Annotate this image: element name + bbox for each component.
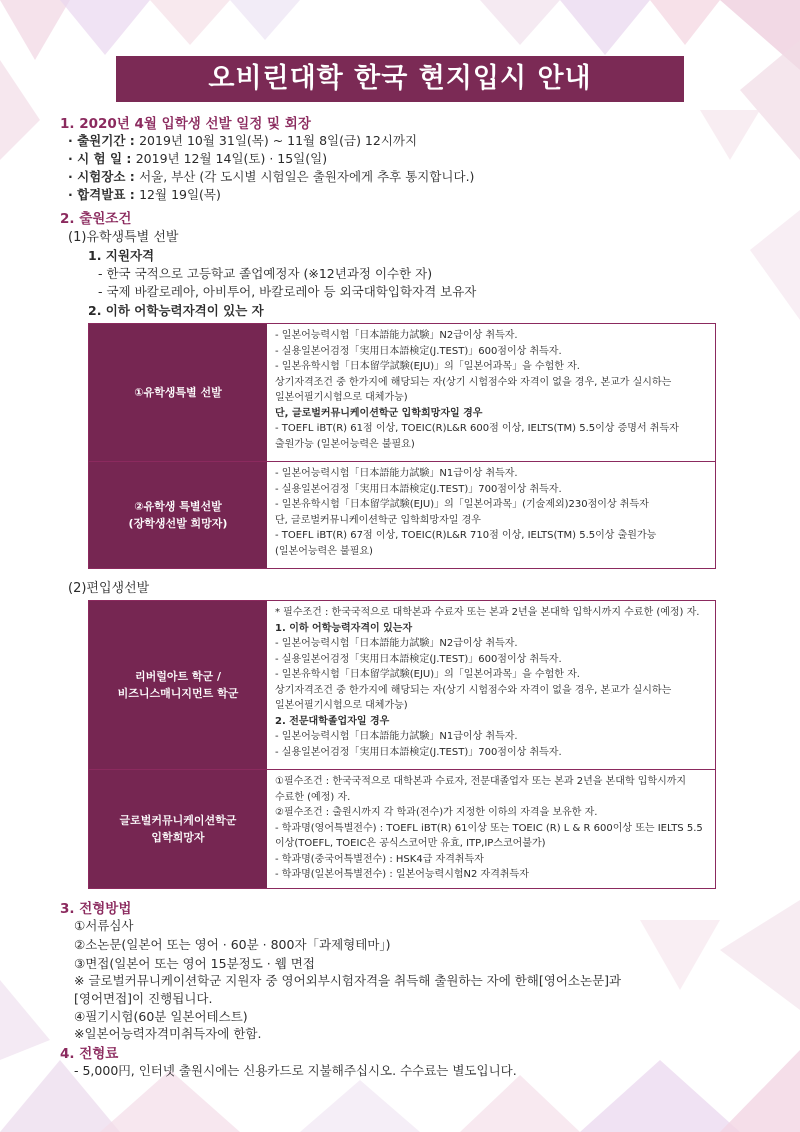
schedule-item: · 시험장소 : 서울, 부산 (각 도시별 시험일은 출원자에게 추후 통지합니다.) bbox=[68, 169, 475, 184]
screening-note: ※ 글로벌커뮤니케이션학군 지원자 중 영어외부시험자격을 취득해 출원하는 자에 한해[영어소논문]과 bbox=[74, 973, 622, 988]
qualification-item: - 국제 바칼로레아, 아비투어, 바칼로레아 등 외국대학입학자격 보유자 bbox=[98, 284, 477, 299]
row-label: 리버럴아트 학군 / 비즈니스매니지먼트 학군 bbox=[89, 601, 267, 769]
schedule-item: · 출원기간 : 2019년 10월 31일(목) ~ 11월 8일(금) 12시까지 bbox=[68, 133, 418, 148]
row-label: ②유학생 특별선발 (장학생선발 희망자) bbox=[89, 462, 267, 568]
screening-item: ②소논문(일본어 또는 영어 · 60분 · 800자「과제형테마」) bbox=[74, 937, 391, 952]
section-3-heading: 3. 전형방법 bbox=[60, 901, 132, 917]
transfer-requirements-table bbox=[88, 600, 716, 889]
language-requirements-table bbox=[88, 323, 716, 569]
row-label: ①유학생특별 선발 bbox=[89, 324, 267, 461]
fee-text: - 5,000円, 인터넷 출원시에는 신용카드로 지불해주십시오. 수수료는 별도입니다. bbox=[74, 1063, 517, 1078]
qualification-heading: 2. 이하 어학능력자격이 있는 자 bbox=[88, 303, 264, 318]
table-row bbox=[89, 461, 715, 568]
schedule-item: · 합격발표 : 12월 19일(목) bbox=[68, 187, 221, 202]
screening-item: ①서류심사 bbox=[74, 918, 134, 933]
subsection-heading: (1)유학생특별 선발 bbox=[68, 230, 179, 245]
section-2-heading: 2. 출원조건 bbox=[60, 211, 132, 227]
row-content: ①필수조건 : 한국국적으로 대학본과 수료자, 전문대졸업자 또는 본과 2년을 본대학 입학시까지 수료한 (예정) 자. ②필수조건 : 출원시까지 각 학과(전수)가 지정한 이하의 자격을 보유한 자. - 학과명(영어특별전수) : TOEFL iBT(R) 61이상 또는 TOEIC (R) L & R 600이상 또는 IELTS 5.5 이상(TOEFL, TOEIC은 공식스코어만 유효, ITP,IP스코어불가) - 학과명(중국어특별전수) : HSK4급 자격취득자 - 학과명(일본어특별전수) : 일본어능력시험N2 자격취득자 bbox=[275, 776, 703, 880]
screening-note: ※일본어능력자격미취득자에 한함. bbox=[74, 1026, 262, 1041]
qualification-heading: 1. 지원자격 bbox=[88, 248, 155, 263]
row-content: - 일본어능력시험「日本語能力試験」N1급이상 취득자. - 실용일본어검정「実用日本語検定(J.TEST)」700점이상 취득자. - 일본유학시험「日本留学試験(EJU)」의「일본어과목」(기술제외)230점이상 취득자 단, 글로벌커뮤니케이션학군 입학희망자일 경우 - TOEFL iBT(R) 67점 이상, TOEIC(R)L&R 710점 이상, IELTS(TM) 5.5이상 출원가능 (일본어능력은 불필요) bbox=[275, 468, 657, 557]
page-title: 오비린대학 한국 현지입시 안내 bbox=[116, 56, 684, 102]
table-row bbox=[89, 769, 715, 888]
subsection-heading: (2)편입생선발 bbox=[68, 581, 150, 596]
section-4-heading: 4. 전형료 bbox=[60, 1046, 119, 1062]
screening-note: [영어면접]이 진행됩니다. bbox=[74, 991, 213, 1006]
screening-item: ③면접(일본어 또는 영어 15분정도 · 웹 면접 bbox=[74, 956, 315, 971]
section-1-heading: 1. 2020년 4월 입학생 선발 일정 및 회장 bbox=[60, 116, 311, 132]
table-row bbox=[89, 324, 715, 461]
screening-item: ④필기시험(60분 일본어테스트) bbox=[74, 1009, 248, 1024]
qualification-item: - 한국 국적으로 고등학교 졸업예정자 (※12년과정 이수한 자) bbox=[98, 266, 433, 281]
row-label: 글로벌커뮤니케이션학군 입학희망자 bbox=[89, 770, 267, 888]
table-row bbox=[89, 601, 715, 769]
row-content: - 일본어능력시험「日本語能力試験」N2급이상 취득자. - 실용일본어검정「実用日本語検定(J.TEST)」600점이상 취득자. - 일본유학시험「日本留学試験(EJU)」의「일본어과목」을 수험한 자. 상기자격조건 중 한가지에 해당되는 자(상기 시험점수와 자격이 없을 경우, 본교가 실시하는 일본어필기시험으로 대체가능) 단, 글로벌커뮤니케이션학군 입학희망자일 경우 - TOEFL iBT(R) 61점 이상, TOEIC(R)L&R 600점 이상, IELTS(TM) 5.5이상 증명서 취득자 출원가능 (일본어능력은 불필요) bbox=[275, 330, 679, 450]
schedule-item: · 시 험 일 : 2019년 12월 14일(토) · 15일(일) bbox=[68, 151, 328, 166]
row-content: * 필수조건 : 한국국적으로 대학본과 수료자 또는 본과 2년을 본대학 입학시까지 수료한 (예정) 자. 1. 이하 어학능력자격이 있는자 - 일본어능력시험「日本語能力試験」N2급이상 취득자. - 실용일본어검정「実用日本語検定(J.TEST)」600점이상 취득자. - 일본유학시험「日本留学試験(EJU)」의「일본어과목」을 수험한 자. 상기자격조건 중 한가지에 해당되는 자(상기 시험점수와 자격이 없을 경우, 본교가 실시하는 일본어필기시험으로 대체가능) 2. 전문대학졸업자일 경우 - 일본어능력시험「日本語能力試験」N1급이상 취득자. - 실용일본어검정「実用日本語検定(J.TEST)」700점이상 취득자. bbox=[275, 607, 700, 758]
